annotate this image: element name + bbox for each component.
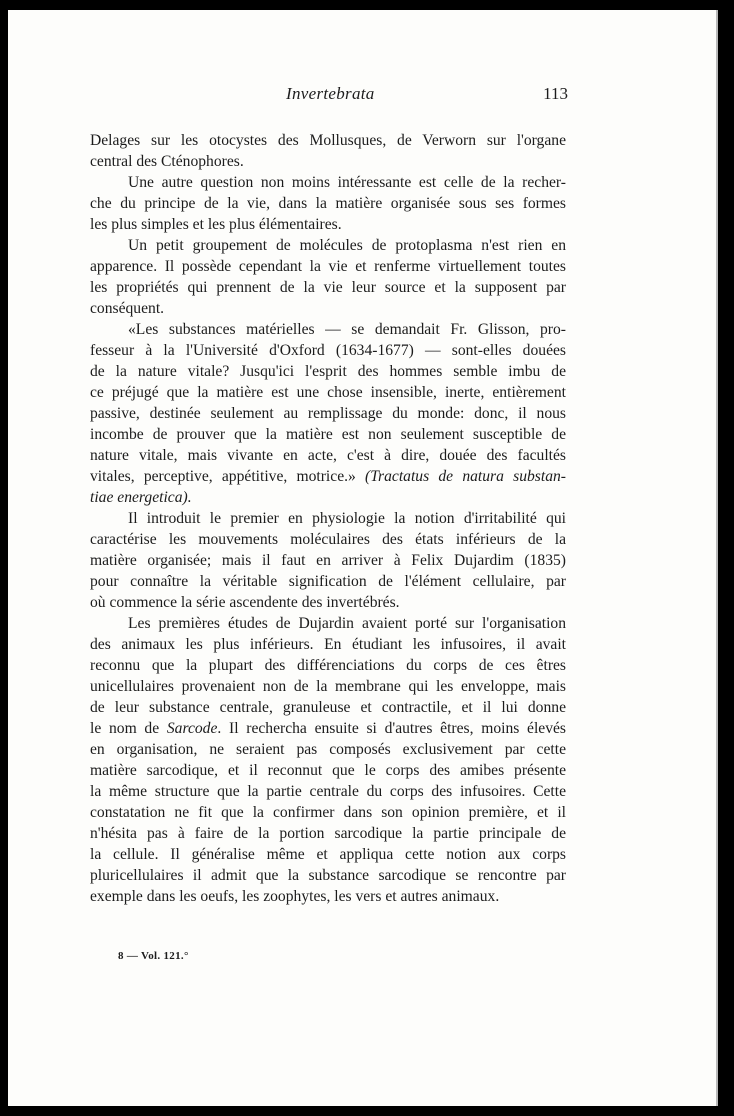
text-line: constatation ne fit que la confirmer dans son opinion première, et il [90, 804, 566, 821]
text-line: nature vitale, mais vivante en acte, c'est à dire, douée des facultés [90, 447, 566, 464]
text-line: caractérise les mouvements moléculaires des états inférieurs de la [90, 531, 566, 548]
text-line: Les premières études de Dujardin avaient porté sur l'organisation [128, 615, 566, 632]
text-line: pour connaître la véritable signification de l'élément cellulaire, par [90, 573, 566, 590]
text-line: en organisation, ne seraient pas composés exclusivement par cette [90, 741, 566, 758]
text-line: où commence la série ascendente des invertébrés. [90, 594, 400, 611]
text-line: unicellulaires provenaient non de la membrane qui les enveloppe, mais [90, 678, 566, 695]
page-edge-shadow [716, 10, 718, 1106]
text-line: reconnu que la plupart des différenciations du corps de ces êtres [90, 657, 566, 674]
text-fragment: . Il rechercha ensuite si d'autres êtres, moins élevés [217, 720, 566, 737]
text-line: tiae energetica). [90, 489, 192, 506]
text-line: les propriétés qui prennent de la vie leur source et la supposent par [90, 279, 566, 296]
text-line [90, 466, 566, 487]
text-line: de la nature vitale? Jusqu'ici l'esprit des hommes semble imbu de [90, 363, 566, 380]
page-number: 113 [543, 84, 568, 103]
text-line: passive, destinée seulement au remplissage du monde: donc, il nous [90, 405, 566, 422]
text-line: incombe de prouver que la matière est non seulement susceptible de [90, 426, 566, 443]
text-line: Il introduit le premier en physiologie la notion d'irritabilité qui [128, 510, 566, 527]
text-line: conséquent. [90, 300, 165, 317]
text-line: les plus simples et les plus élémentaires. [90, 216, 342, 233]
body-text [90, 130, 566, 907]
text-line: la cellule. Il généralise même et appliqua cette notion aux corps [90, 846, 566, 863]
text-line: Delages sur les otocystes des Mollusques, de Verworn sur l'organe [90, 132, 566, 149]
text-line: «Les substances matérielles — se demandait Fr. Glisson, pro- [128, 321, 566, 338]
text-line [90, 718, 566, 739]
text-line: fesseur à la l'Université d'Oxford (1634-1677) — sont-elles douées [90, 342, 566, 359]
text-line: apparence. Il possède cependant la vie et renferme virtuellement toutes [90, 258, 566, 275]
text-line: matière sarcodique, et il reconnut que le corps des amibes présente [90, 762, 566, 779]
text-fragment: le nom de [90, 720, 160, 737]
text-line: exemple dans les oeufs, les zoophytes, les vers et autres animaux. [90, 888, 500, 905]
text-line: Une autre question non moins intéressante est celle de la recher- [128, 174, 566, 191]
text-line: pluricellulaires il admit que la substance sarcodique se rencontre par [90, 867, 566, 884]
citation-title: (Tractatus de natura substan- [365, 468, 566, 485]
sarcode-term: Sarcode [166, 720, 218, 737]
text-line: central des Cténophores. [90, 153, 244, 170]
page-header [90, 82, 570, 108]
text-line: des animaux les plus inférieurs. En étudiant les infusoires, il avait [90, 636, 566, 653]
text-line: che du principe de la vie, dans la matière organisée sous ses formes [90, 195, 566, 212]
quote-end: vitales, perceptive, appétitive, motrice.» [90, 468, 356, 485]
text-line: n'hésita pas à faire de la portion sarcodique la partie principale de [90, 825, 566, 842]
text-line: la même structure que la partie centrale du corps des infusoires. Cette [90, 783, 566, 800]
printer-signature: 8 — Vol. 121.° [118, 950, 189, 962]
running-title: Invertebrata [286, 84, 375, 103]
text-line: de leur substance centrale, granuleuse et contractile, et il lui donne [90, 699, 566, 716]
text-line: matière organisée; mais il faut en arriver à Felix Dujardim (1835) [90, 552, 566, 569]
text-line: Un petit groupement de molécules de protoplasma n'est rien en [128, 237, 566, 254]
text-line: ce préjugé que la matière est une chose insensible, inerte, entièrement [90, 384, 566, 401]
